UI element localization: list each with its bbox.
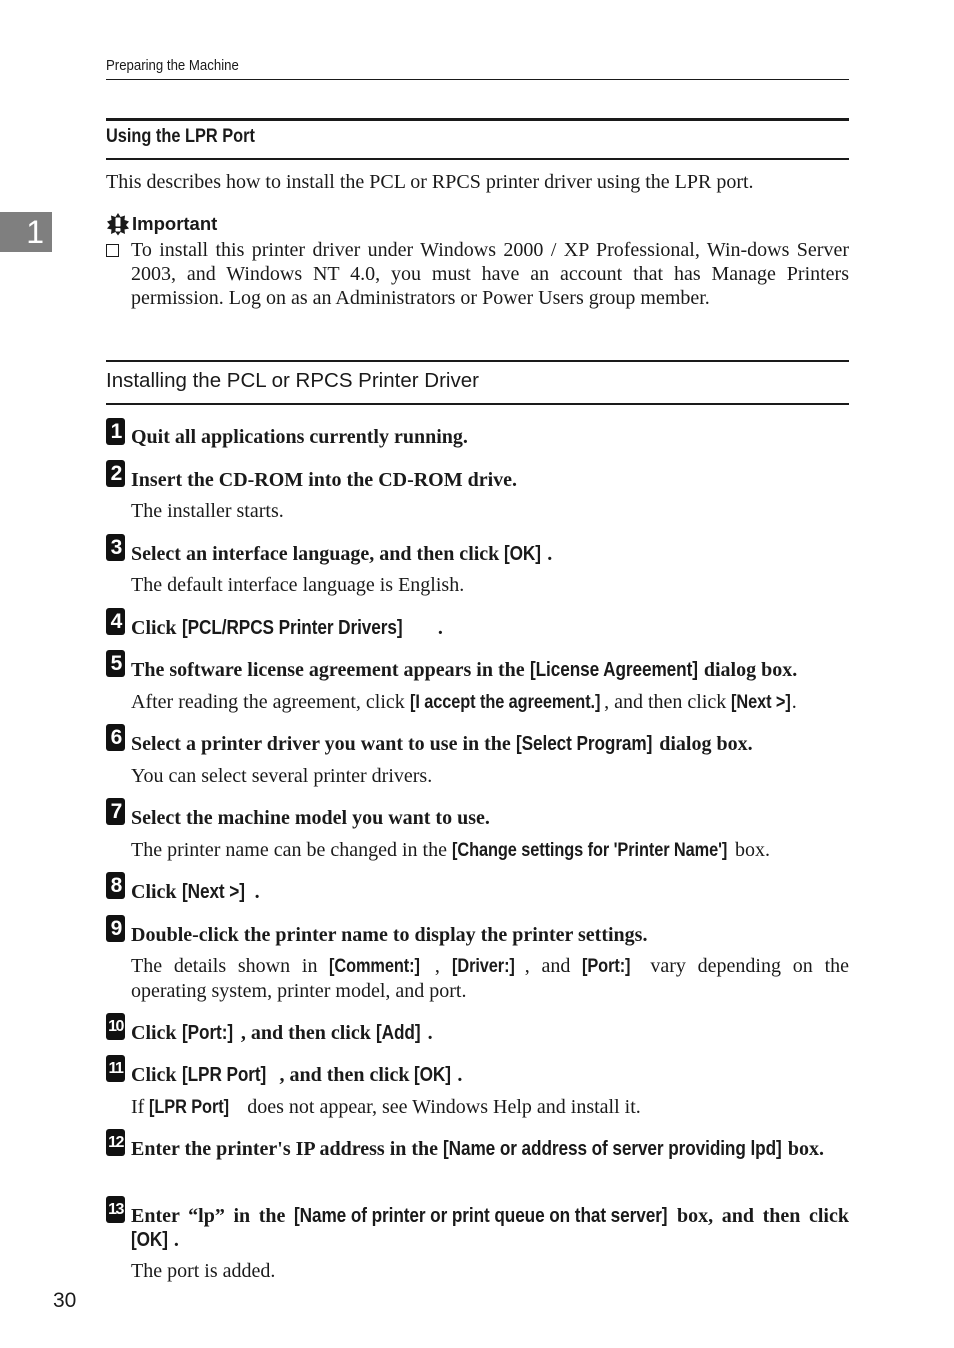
ui-label-next: [Next >] [731,692,791,713]
step-6-instruction: Select a printer driver you want to use in the [Select Program] dialog box. [131,733,753,755]
ui-label-ok: [OK] [504,543,542,565]
ui-label-license-agreement: [License Agreement] [529,659,698,681]
ui-label-server-address: [Name or address of server providing lpd] [443,1138,782,1160]
step-10-instruction: Click [Port:] , and then click [Add] . [131,1022,433,1044]
step-number-7: 7 [106,798,125,825]
step-number-2: 2 [106,460,125,487]
section-top-rule [106,118,849,121]
ui-label-pcl-rpcs-drivers: [PCL/RPCS Printer Drivers] [181,617,403,639]
step-6-description: You can select several printer drivers. [131,765,433,787]
step-number-12: 12 [106,1129,125,1156]
section-bottom-rule [106,158,849,160]
subsection-bottom-rule [106,403,849,405]
step-11-instruction: Click [LPR Port] , and then click [OK] . [131,1064,463,1086]
important-text: To install this printer driver under Windows 2000 / XP Professional, Win-dows Server 2003, and Windows NT 4.0, you must have an account that has Manage Printers permission. Log on as an Administrators or Power Users group member. [131,239,849,309]
step-5-instruction: The software license agreement appears in the [License Agreement] dialog box. [131,659,798,681]
header-rule [106,79,849,80]
ui-label-lpr-port: [LPR Port] [181,1064,266,1086]
step-13-description: The port is added. [131,1260,276,1282]
ui-label-next-button: [Next >] [181,881,245,903]
step-9-instruction: Double-click the printer name to display the printer settings. [131,924,648,946]
running-head: Preparing the Machine [106,57,239,74]
ui-label-add: [Add] [375,1022,421,1044]
subsection-title: Installing the PCL or RPCS Printer Driver [106,369,479,392]
step-7-description: The printer name can be changed in the [Change settings for 'Printer Name'] box. [131,839,771,861]
ui-label-change-settings: [Change settings for 'Printer Name'] [451,840,728,861]
step-number-6: 6 [106,724,125,751]
ui-label-port: [Port:] [582,956,631,977]
ui-label-ok-button: [OK] [414,1064,452,1086]
ui-label-comment: [Comment:] [329,956,421,977]
step-13-instruction: Enter “lp” in the [Name of printer or print queue on that server] box, and then click [OK] . [131,1205,849,1251]
ui-label-accept-agreement: [I accept the agreement.] [409,692,601,713]
step-number-4: 4 [106,608,125,635]
step-3-description: The default interface language is English. [131,574,465,596]
chapter-tab: 1 [0,212,52,252]
bullet-box-icon [106,244,119,257]
ui-label-select-program: [Select Program] [515,733,653,755]
step-number-13: 13 [106,1196,125,1223]
step-number-3: 3 [106,534,125,561]
important-label: Important [132,213,218,234]
step-2-description: The installer starts. [131,500,284,522]
step-11-description: If [LPR Port] does not appear, see Windows Help and install it. [131,1096,641,1118]
step-3-instruction: Select an interface language, and then click [OK] . [131,543,553,565]
step-2-instruction: Insert the CD-ROM into the CD-ROM drive. [131,469,518,491]
step-7-instruction: Select the machine model you want to use. [131,807,490,829]
step-8-instruction: Click [Next >] . [131,881,260,903]
ui-label-printer-queue: [Name of printer or print queue on that server] [294,1205,668,1227]
step-4-instruction: Click [PCL/RPCS Printer Drivers] . [131,617,443,639]
step-number-5: 5 [106,650,125,677]
step-1-instruction: Quit all applications currently running. [131,426,468,448]
ui-label-driver: [Driver:] [451,956,515,977]
step-number-8: 8 [106,872,125,899]
subsection-top-rule [106,360,849,362]
section-title: Using the LPR Port [106,126,255,147]
ui-label-lpr-port-ref: [LPR Port] [149,1097,230,1118]
step-12-instruction: Enter the printer's IP address in the [Name or address of server providing lpd] box. [131,1138,824,1160]
step-number-11: 11 [106,1055,125,1082]
step-5-description: After reading the agreement, click [I accept the agreement.] , and then click [Next >]. [131,691,797,713]
section-intro: This describes how to install the PCL or RPCS printer driver using the LPR port. [106,171,754,193]
important-heading [106,212,217,236]
step-number-10: 10 [106,1013,125,1040]
ui-label-ok-final: [OK] [131,1229,168,1251]
important-icon [106,212,130,236]
step-number-9: 9 [106,915,125,942]
page-number: 30 [53,1289,77,1312]
step-9-description: The details shown in [Comment:] , [Driver:] , and [Port:] vary depending on the operating system, printer model, and port. [131,955,850,1002]
ui-label-port-field: [Port:] [181,1022,233,1044]
step-number-1: 1 [106,418,125,445]
